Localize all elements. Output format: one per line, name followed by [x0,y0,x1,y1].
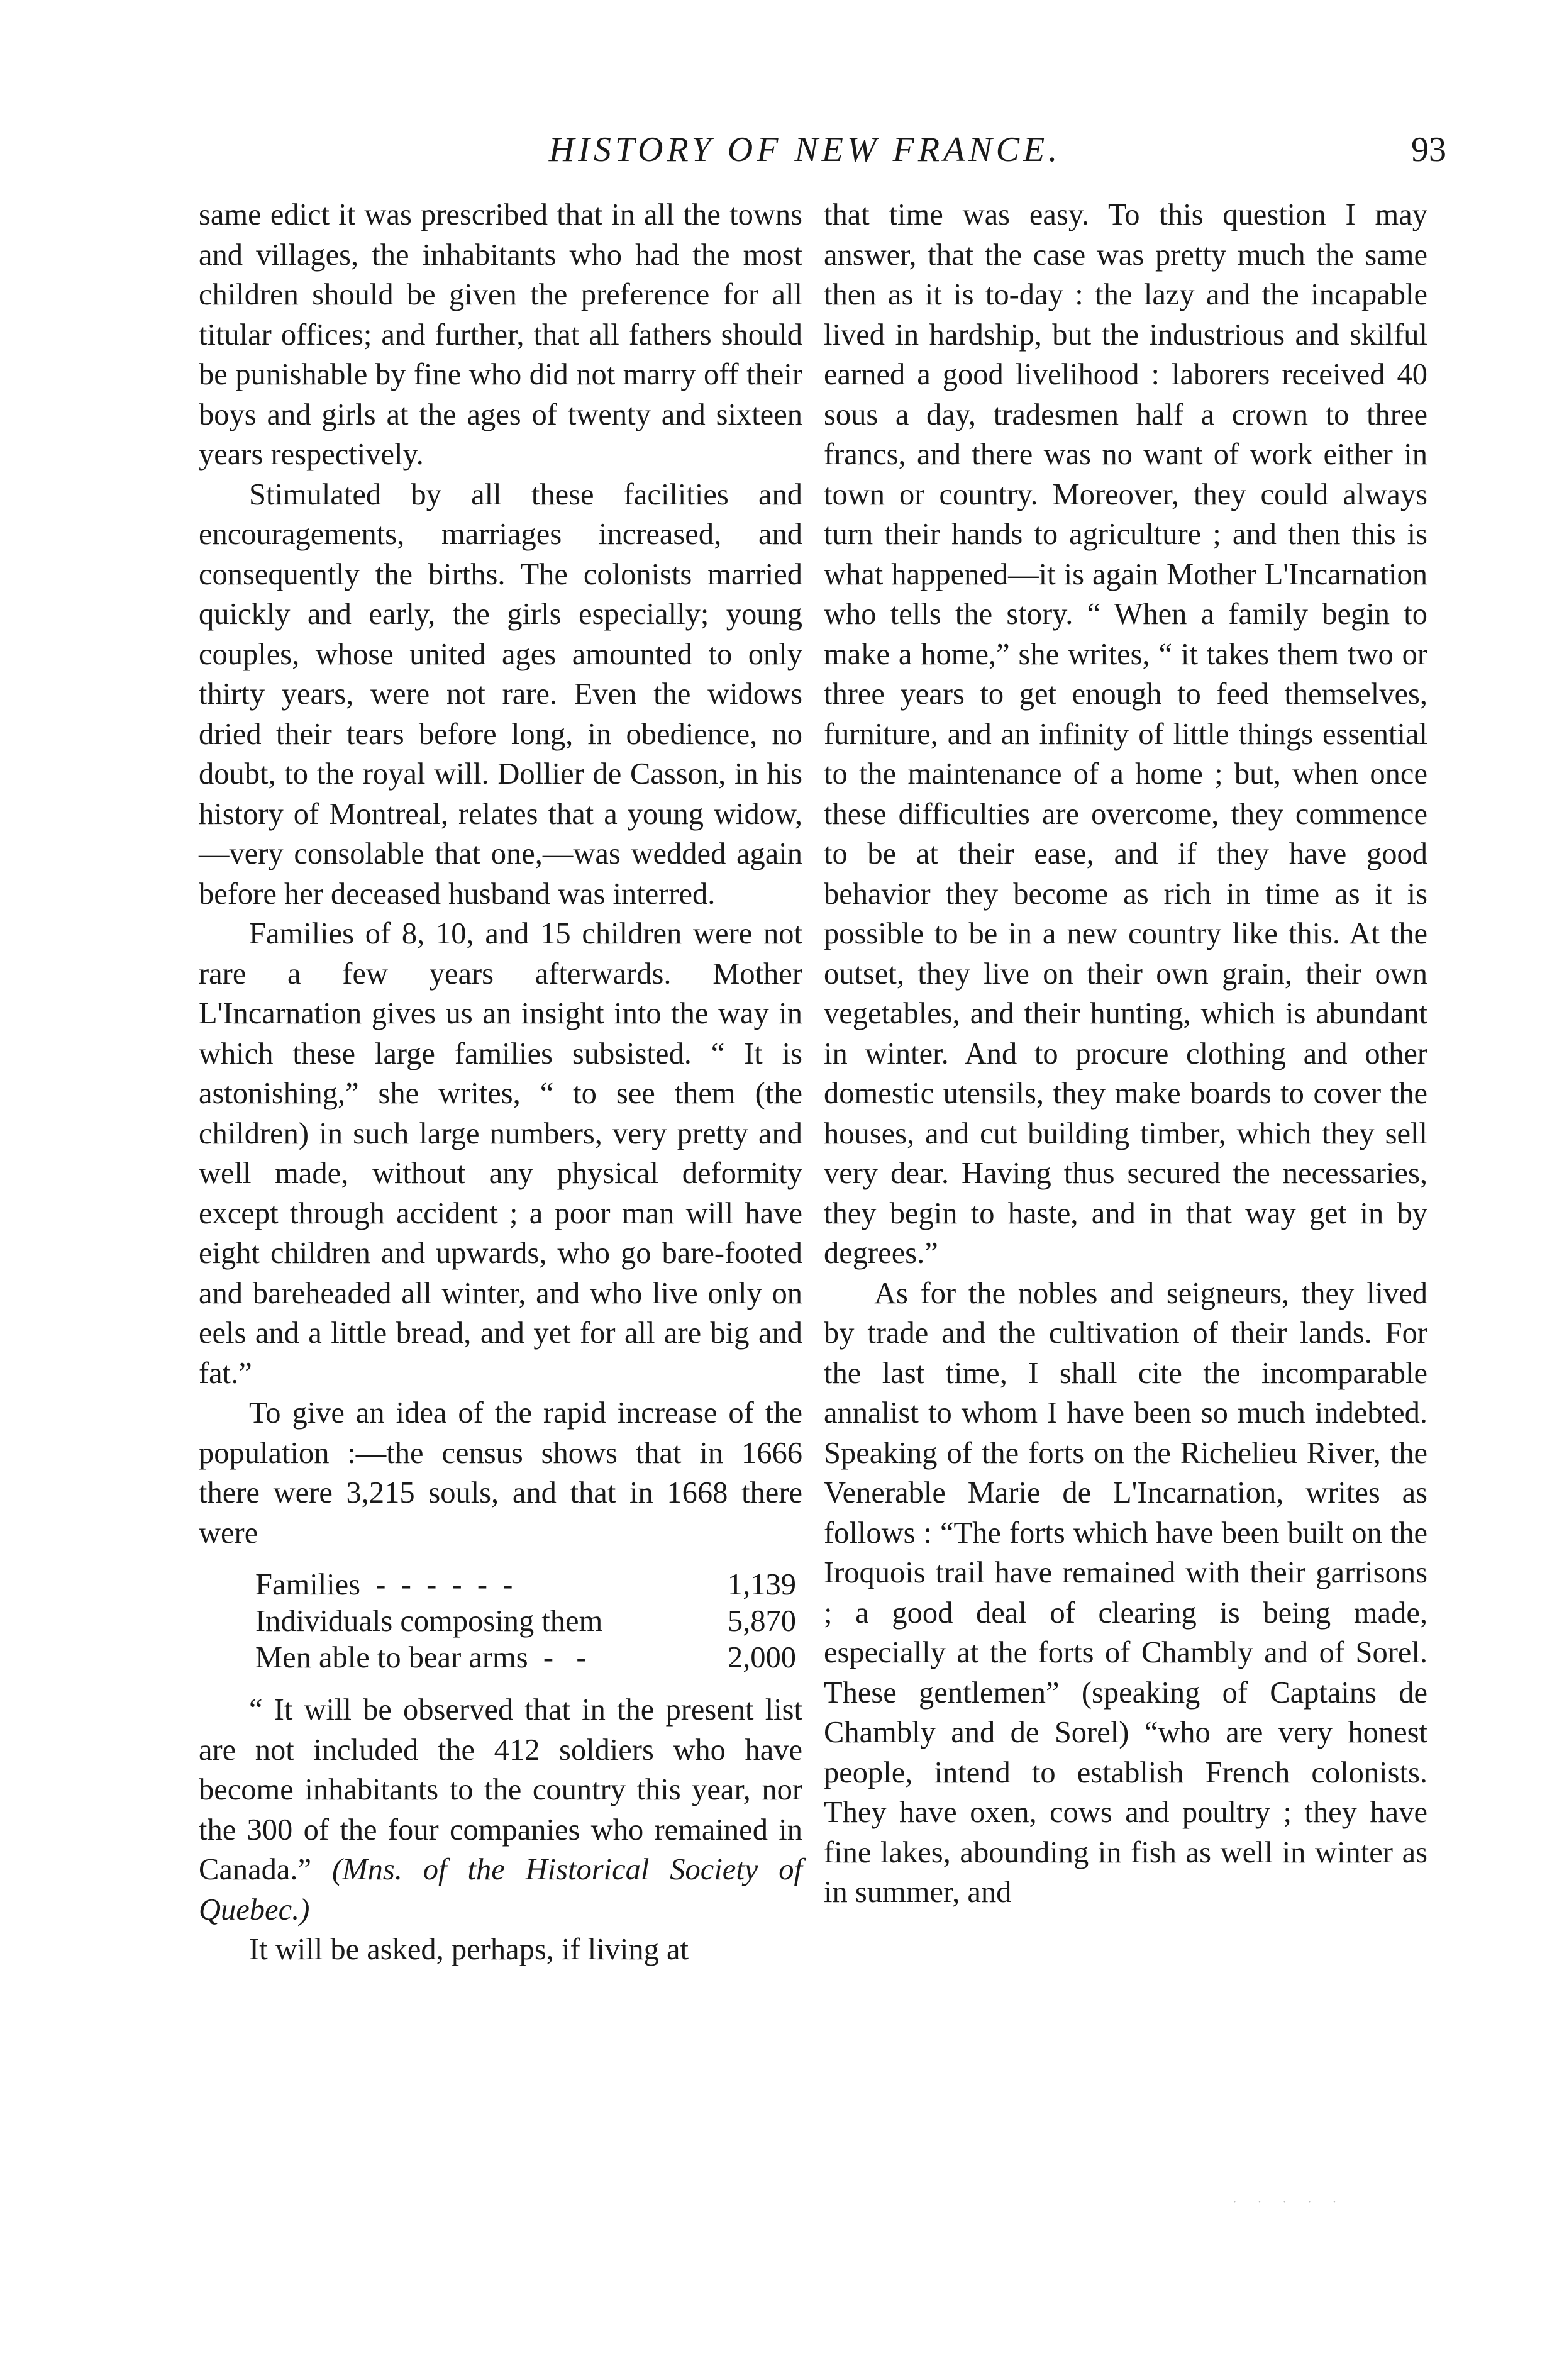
citation: (Mns. of the Historical Society of Quebec.) [199,1853,803,1927]
census-value: 1,139 [727,1568,796,1601]
right-paragraph-2: As for the nobles and seigneurs, they lived by trade and the cultivation of their lands. For the last time, I shall cite the incomparable annalist to whom I have been so much indebted. Speaking of the forts on the Richelieu River, the Venerable Marie de L'Incarnation, writes as follows : “The forts which have been built on the Iroquois trail have remained with their garrisons ; a good deal of clearing is being made, especially at the forts of Chambly and of Sorel. These gentlemen” (speaking of Captains de Chambly and de Sorel) “who are very honest people, intend to establish French colonists. They have oxen, cows and poultry ; they have fine lakes, abounding in fish as well in winter as in summer, and [824,1276,1427,1909]
quotation-text: “ It will be observed that in the present list are not included the 412 soldiers who have become inhabitants to the country this year, nor the 300 of the four companies who remained in Canada.” [199,1693,802,1886]
page-number: 93 [1411,130,1446,169]
census-label: Individuals composing them [255,1604,603,1638]
running-head [0,125,1552,175]
left-paragraph-2: Stimulated by all these facilities and encouragements, marriages increased, and consequently the births. The colonists married quickly and early, the girls especially; young couples, whose united ages amounted to only thirty years, were not rare. Even the widows dried their tears before long, in obedience, no doubt, to the royal will. Dollier de Casson, in his history of Montreal, relates that a young widow,—very consolable that one,—was wedded again before her deceased husband was interred. [199,477,802,911]
census-row [255,1640,796,1676]
left-paragraph-1: same edict it was prescribed that in all the towns and villages, the inhabitants who had the most children should be given the preference for all titular offices; and further, that all fathers should be punishable by fine who did not marry off their boys and girls at the ages of twenty and sixteen years respectively. [199,198,802,471]
left-paragraph-3: Families of 8, 10, and 15 children were not rare a few years afterwards. Mother L'Incarnation gives us an insight into the way in which these large families subsisted. “ It is astonishing,” she writes, “ to see them (the children) in such large numbers, very pretty and well made, without any physical deformity except through accident ; a poor man will have eight children and upwards, who go bare-footed and bareheaded all winter, and who live only on eels and a little bread, and yet for all are big and fat.” [199,917,802,1390]
census-value: 2,000 [727,1641,796,1674]
left-paragraph-5 [199,1690,802,1930]
right-paragraph-1: that time was easy. To this question I may answer, that the case was pretty much the same then as it is to-day : the lazy and the incapable lived in hardship, but the industrious and skilful earned a good livelihood : laborers received 40 sous a day, tradesmen half a crown to three francs, and there was no want of work either in town or country. Moreover, they could always turn their hands to agriculture ; and then this is what happened—it is again Mother L'Incarnation who tells the story. “ When a family begin to make a home,” she writes, “ it takes them two or three years to get enough to feed themselves, furniture, and an infinity of little things essential to the maintenance of a home ; but, when once these difficulties are overcome, they commence to be at their ease, and if they have good behavior they become as rich in time as it is possible to be in a new country like this. At the outset, they live on their own grain, their own vegetables, and their hunting, which is abundant in winter. And to procure clothing and other domestic utensils, they make boards to cover the houses, and cut building timber, which they sell very dear. Having thus secured the necessaries, they begin to haste, and in that way get in by degrees.” [824,198,1427,1270]
census-label: Men able to bear arms - - [255,1641,587,1674]
census-table [255,1567,796,1676]
left-paragraph-6: It will be asked, perhaps, if living at [249,1933,689,1966]
left-paragraph-4: To give an idea of the rapid increase of the population :—the census shows that in 1666 there were 3,215 souls, and that in 1668 there were [199,1396,802,1550]
census-row [255,1567,796,1603]
scan-speck: · · · · · [1233,2195,1346,2209]
census-row [255,1603,796,1640]
page-header-title: HISTORY OF NEW FRANCE. [548,130,1061,169]
left-column [199,195,802,1970]
right-column [824,195,1427,1913]
census-value: 5,870 [727,1604,796,1638]
census-label: Families - - - - - - [255,1568,513,1601]
